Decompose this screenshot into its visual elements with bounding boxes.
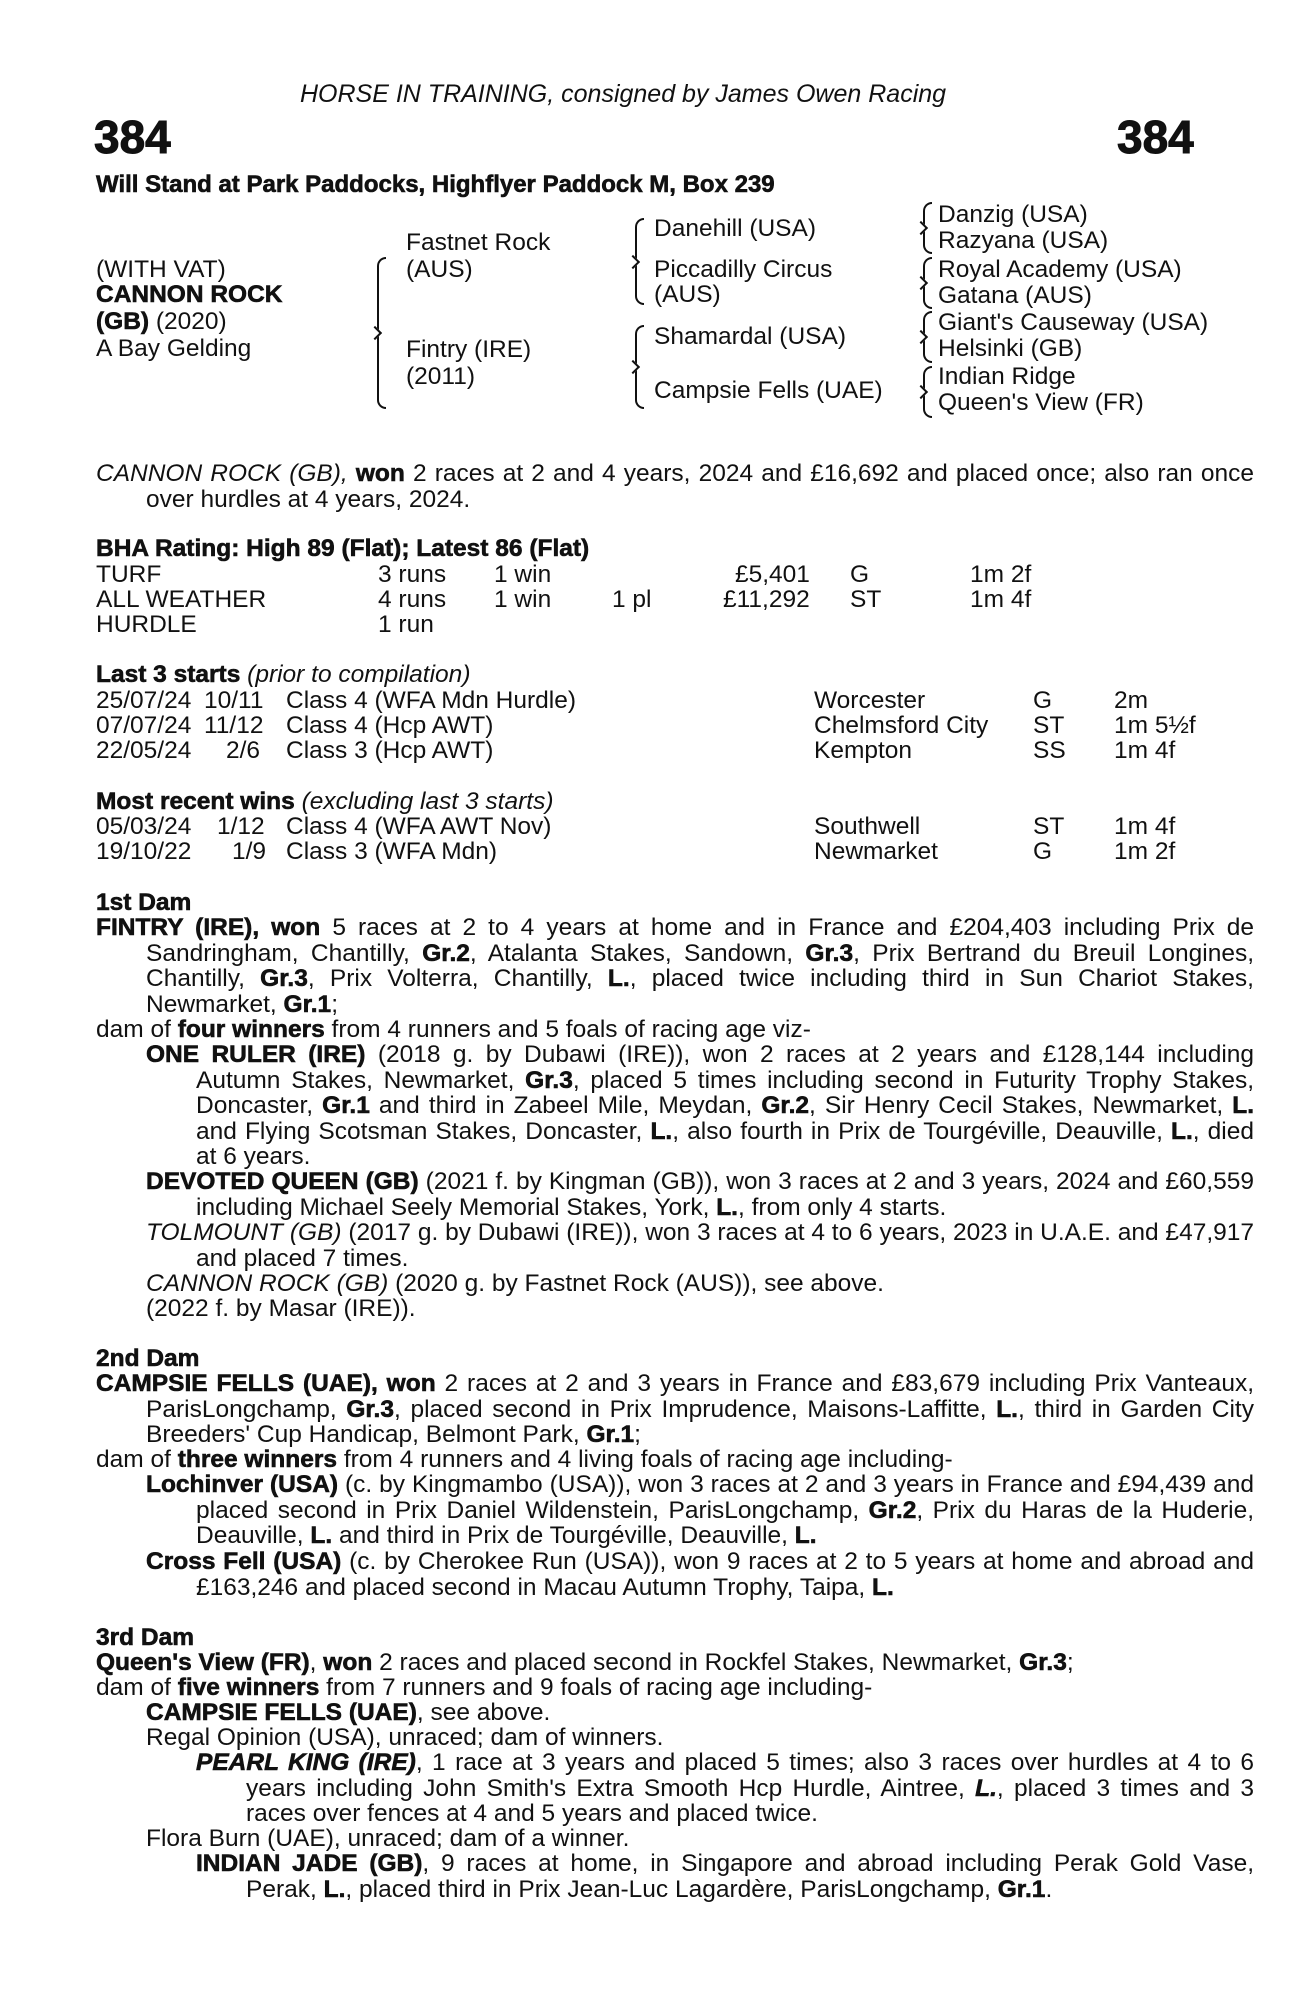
rating-wins: 1 win	[494, 586, 552, 613]
grade-label: Gr.1	[322, 1092, 370, 1119]
grade-label: Gr.3	[260, 965, 308, 992]
bha-rating-title: BHA Rating: High 89 (Flat); Latest 86 (Flat)	[96, 535, 590, 562]
offspring-text: , see above.	[416, 1699, 551, 1726]
listed-label: L.	[996, 1395, 1018, 1423]
grandsire-5: Giant's Causeway (USA)	[938, 309, 1209, 336]
offspring-name: DEVOTED QUEEN (GB)	[146, 1168, 419, 1195]
dam-dam: Campsie Fells (UAE)	[654, 377, 883, 404]
start-distance: 1m 5½f	[1114, 712, 1196, 739]
offspring-text: (2017 g. by Dubawi (IRE)), won 3 races at 4 to 6 years, 2023 in U.A.E. and £47,917 and placed 7 times.	[196, 1219, 1254, 1272]
third-dam-text: 2 races and placed second in Rockfel Stakes, Newmarket,	[379, 1649, 1013, 1676]
start-date: 25/07/24	[96, 687, 192, 714]
third-dam-won: won	[323, 1649, 373, 1676]
offspring-text: , from only 4 starts.	[737, 1193, 947, 1221]
offspring-campsie-fells	[146, 1700, 550, 1726]
grandsire-1: Danzig (USA)	[938, 201, 1088, 228]
brace-g4	[923, 366, 932, 418]
sire-dam-line1: Piccadilly Circus	[654, 256, 833, 283]
start-race: Class 3 (Hcp AWT)	[286, 737, 494, 764]
listed-label: L.	[794, 1522, 817, 1549]
dam-of-label: dam of	[96, 1674, 171, 1701]
offspring-lochinver	[146, 1472, 1254, 1549]
lot-number-left: 384	[94, 111, 171, 163]
offspring-name: Cross Fell (USA)	[146, 1548, 342, 1575]
start-position: 11/12	[204, 712, 264, 739]
second-dam-won: won	[386, 1370, 436, 1397]
first-dam-text: , Atalanta Stakes, Sandown,	[469, 939, 794, 967]
win-distance: 1m 4f	[1114, 813, 1176, 840]
win-course: Southwell	[814, 813, 921, 840]
offspring-name: INDIAN JADE (GB)	[196, 1850, 423, 1877]
rating-runs: 4 runs	[378, 586, 447, 613]
start-date: 07/07/24	[96, 712, 192, 739]
rating-runs: 1 run	[378, 611, 434, 638]
race-summary	[96, 461, 1254, 512]
start-going: SS	[1033, 737, 1066, 764]
grade-label: Gr.1	[283, 990, 332, 1018]
win-race: Class 4 (WFA AWT Nov)	[286, 813, 552, 840]
second-dam-text: ;	[634, 1421, 641, 1448]
win-going: G	[1033, 838, 1053, 865]
grade-label: Gr.3	[1019, 1649, 1067, 1676]
offspring-name: TOLMOUNT (GB)	[146, 1219, 342, 1246]
rating-placed: 1 pl	[612, 586, 652, 613]
horse-origin-year	[96, 309, 227, 335]
listed-label: L.	[650, 1117, 673, 1145]
offspring-text: and third in Zabeel Mile, Meydan,	[378, 1092, 753, 1119]
win-date: 05/03/24	[96, 813, 192, 840]
offspring-text: , Prix du Haras de la Huderie, Deauville,	[196, 1496, 1254, 1549]
recent-wins-heading	[96, 789, 553, 815]
brace-sire-dam	[377, 257, 386, 409]
offspring-text: (2021 f. by Kingman (GB)), won 3 races at 2 and 3 years, 2024 and £60,559 including Michael Seely Memorial Stakes, York,	[196, 1168, 1254, 1221]
third-dam-heading: 3rd Dam	[96, 1624, 195, 1651]
grand-offspring-pearl-king	[196, 1750, 1254, 1827]
offspring-text: and Flying Scotsman Stakes, Doncaster,	[196, 1117, 643, 1145]
start-going: G	[1033, 687, 1053, 714]
summary-horse-name: CANNON ROCK (GB),	[96, 460, 348, 487]
winners-count: five winners	[177, 1674, 320, 1701]
first-dam-won: won	[271, 914, 321, 941]
offspring-cannon-rock	[146, 1271, 884, 1297]
dam-of-label: dam of	[96, 1446, 171, 1473]
grade-label: Gr.1	[586, 1421, 635, 1448]
second-dam-produce-line	[96, 1447, 953, 1473]
dam-sire: Shamardal (USA)	[654, 323, 846, 350]
rating-surface: TURF	[96, 561, 162, 588]
start-position: 10/11	[204, 687, 264, 714]
rating-wins: 1 win	[494, 561, 552, 588]
sire-sire: Danehill (USA)	[654, 215, 817, 242]
offspring-text: .	[1045, 1875, 1053, 1903]
rating-distance: 1m 4f	[970, 586, 1032, 613]
grade-label: Gr.2	[761, 1092, 810, 1119]
brace-g2	[923, 257, 932, 309]
start-date: 22/05/24	[96, 737, 192, 764]
second-dam-heading: 2nd Dam	[96, 1345, 200, 1372]
offspring-name: Lochinver (USA)	[146, 1471, 339, 1498]
offspring-regal-opinion: Regal Opinion (USA), unraced; dam of winners.	[146, 1724, 664, 1751]
offspring-text: , also fourth in Prix de Tourgéville, Deauville,	[672, 1117, 1163, 1145]
start-course: Worcester	[814, 687, 926, 714]
win-race: Class 3 (WFA Mdn)	[286, 838, 498, 865]
offspring-2022-filly: (2022 f. by Masar (IRE)).	[146, 1295, 416, 1322]
start-distance: 2m	[1114, 687, 1149, 714]
horse-origin: (GB)	[96, 308, 150, 335]
dam-of-label: dam of	[96, 1016, 171, 1043]
start-going: ST	[1033, 712, 1065, 739]
start-distance: 1m 4f	[1114, 737, 1176, 764]
third-dam-text: ;	[1066, 1649, 1074, 1676]
first-dam-heading: 1st Dam	[96, 889, 192, 916]
listed-label: L.	[323, 1875, 346, 1903]
offspring-one-ruler	[146, 1042, 1254, 1170]
listed-label: L.	[716, 1193, 738, 1221]
first-dam-text: , Prix Bertrand du Breuil Longines, Chantilly,	[146, 939, 1255, 992]
offspring-text: , died at 6 years.	[196, 1117, 1254, 1170]
rating-prize: £5,401	[735, 561, 810, 588]
first-dam-text: 5 races at 2 to 4 years at home and in France and £204,403 including Prix de Sandringham, Chantilly,	[146, 914, 1255, 967]
third-dam-record: Queen's View (FR), won 2 races and placed second in Rockfel Stakes, Newmarket, Gr.3;	[96, 1649, 1074, 1676]
second-dam-record	[96, 1371, 1254, 1448]
grade-label: Gr.3	[346, 1395, 394, 1423]
grandsire-7: Indian Ridge	[938, 363, 1076, 390]
brace-g3	[923, 311, 932, 363]
first-dam-record	[96, 915, 1254, 1017]
grade-label: Gr.2	[422, 939, 470, 967]
offspring-text: (2018 g. by Dubawi (IRE)), won 2 races at 2 years and £128,144 including Autumn Stakes, Newmarket,	[196, 1041, 1255, 1094]
offspring-flora-burn: Flora Burn (UAE), unraced; dam of a winner.	[146, 1825, 630, 1852]
rating-going: ST	[850, 586, 882, 613]
sire-line1: Fastnet Rock	[406, 229, 551, 256]
listed-label: L.	[607, 965, 630, 992]
rating-surface: HURDLE	[96, 611, 197, 638]
listed-label: L.	[872, 1573, 894, 1601]
first-dam-produce-line	[96, 1017, 811, 1043]
last3-title: Last 3 starts	[96, 661, 241, 688]
offspring-text: and third in Prix de Tourgéville, Deauville,	[339, 1522, 788, 1549]
offspring-name: ONE RULER (IRE)	[146, 1041, 366, 1068]
first-dam-name: FINTRY (IRE),	[96, 914, 260, 941]
offspring-name: PEARL KING (IRE)	[196, 1749, 416, 1776]
winners-count: three winners	[177, 1446, 338, 1473]
start-position: 2/6	[226, 737, 261, 764]
listed-label: L.	[1232, 1092, 1255, 1119]
granddam-6: Helsinki (GB)	[938, 335, 1083, 362]
horse-description: A Bay Gelding	[96, 335, 252, 362]
start-race: Class 4 (Hcp AWT)	[286, 712, 494, 739]
sire-line2: (AUS)	[406, 256, 473, 283]
offspring-text: (2020 g. by Fastnet Rock (AUS)), see above.	[395, 1270, 884, 1297]
offspring-devoted-queen	[146, 1169, 1254, 1220]
offspring-text: , 1 race at 3 years and placed 5 times; also 3 races over hurdles at 4 to 6 years including John Smith's Extra Smooth Hcp Hurdle, Aintree,	[246, 1749, 1254, 1802]
start-course: Chelmsford City	[814, 712, 989, 739]
summary-text: 2 races at 2 and 4 years, 2024 and £16,692 and placed once; also ran once over hurdles at 4 years, 2024.	[146, 460, 1254, 513]
third-dam-name: Queen's View (FR)	[96, 1649, 310, 1676]
offspring-text: , 9 races at home, in Singapore and abroad including Perak Gold Vase, Perak,	[246, 1850, 1255, 1903]
second-dam-text: 2 races at 2 and 3 years in France and £83,679 including Prix Vanteaux, ParisLongchamp,	[146, 1370, 1254, 1423]
rating-surface: ALL WEATHER	[96, 586, 267, 613]
rating-going: G	[850, 561, 870, 588]
brace-sire-parents	[635, 218, 644, 305]
produce-text: from 7 runners and 9 foals of racing age including-	[326, 1674, 873, 1701]
listed-label: L.	[1170, 1117, 1193, 1145]
win-distance: 1m 2f	[1114, 838, 1176, 865]
first-dam-text: ;	[331, 990, 339, 1018]
vat-note: (WITH VAT)	[96, 256, 226, 283]
offspring-text: , placed third in Prix Jean-Luc Lagardère, ParisLongchamp,	[345, 1875, 991, 1903]
second-dam-text: , placed second in Prix Imprudence, Maisons-Laffitte,	[394, 1395, 987, 1423]
sire-dam-line2: (AUS)	[654, 281, 721, 308]
offspring-text: , placed 3 times and 3 races over fences at 4 and 5 years and placed twice.	[246, 1774, 1254, 1827]
second-dam-name: CAMPSIE FELLS (UAE),	[96, 1370, 378, 1397]
win-going: ST	[1033, 813, 1065, 840]
third-dam-produce-line	[96, 1675, 872, 1701]
offspring-tolmount	[146, 1220, 1254, 1271]
win-position: 1/9	[232, 838, 267, 865]
offspring-text: , Sir Henry Cecil Stakes, Newmarket,	[809, 1092, 1224, 1119]
horse-year: (2020)	[155, 308, 227, 335]
start-race: Class 4 (WFA Mdn Hurdle)	[286, 687, 576, 714]
produce-text: from 4 runners and 5 foals of racing age viz-	[331, 1016, 811, 1043]
granddam-4: Gatana (AUS)	[938, 282, 1092, 309]
offspring-text: (c. by Kingmambo (USA)), won 3 races at 2 and 3 years in France and £94,439 and placed second in Prix Daniel Wildenstein, ParisLongchamp,	[196, 1471, 1254, 1524]
first-dam-text: , Prix Volterra, Chantilly,	[307, 965, 593, 992]
start-course: Kempton	[814, 737, 913, 764]
brace-g1	[923, 202, 932, 254]
location-line: Will Stand at Park Paddocks, Highflyer Paddock M, Box 239	[96, 171, 775, 198]
granddam-8: Queen's View (FR)	[938, 389, 1144, 416]
recent-title: Most recent wins	[96, 788, 295, 815]
last-3-starts-heading	[96, 662, 470, 688]
listed-label: L.	[310, 1522, 333, 1549]
rating-distance: 1m 2f	[970, 561, 1032, 588]
offspring-text: , placed 5 times including second in Futurity Trophy Stakes, Doncaster,	[196, 1066, 1254, 1119]
offspring-name: CAMPSIE FELLS (UAE)	[146, 1699, 417, 1726]
produce-text: from 4 runners and 4 living foals of racing age including-	[343, 1446, 953, 1473]
last3-note: (prior to compilation)	[247, 661, 471, 688]
second-dam-text: , third in Garden City Breeders' Cup Handicap, Belmont Park,	[146, 1395, 1254, 1448]
grade-label: Gr.3	[525, 1066, 573, 1094]
brace-dam-parents	[635, 325, 644, 409]
horse-name: CANNON ROCK	[96, 281, 283, 308]
granddam-2: Razyana (USA)	[938, 227, 1109, 254]
listed-label: L.	[975, 1774, 997, 1802]
rating-runs: 3 runs	[378, 561, 447, 588]
recent-note: (excluding last 3 starts)	[301, 788, 554, 815]
dam-line2: (2011)	[406, 363, 476, 390]
summary-won: won	[355, 460, 405, 487]
grade-label: Gr.3	[805, 939, 854, 967]
offspring-cross-fell	[146, 1549, 1254, 1600]
lot-number-right: 384	[1117, 111, 1194, 163]
win-date: 19/10/22	[96, 838, 192, 865]
rating-prize: £11,292	[723, 586, 810, 613]
consignor-line: HORSE IN TRAINING, consigned by James Owen Racing	[300, 80, 947, 108]
grand-offspring-indian-jade	[196, 1851, 1254, 1902]
grade-label: Gr.2	[868, 1496, 917, 1524]
win-course: Newmarket	[814, 838, 938, 865]
first-dam-text: , placed twice including third in Sun Chariot Stakes, Newmarket,	[146, 965, 1254, 1018]
winners-count: four winners	[177, 1016, 325, 1043]
grade-label: Gr.1	[997, 1875, 1046, 1903]
dam-line1: Fintry (IRE)	[406, 336, 532, 363]
offspring-name: CANNON ROCK (GB)	[146, 1270, 389, 1297]
grandsire-3: Royal Academy (USA)	[938, 256, 1182, 283]
offspring-text: (c. by Cherokee Run (USA)), won 9 races at 2 to 5 years at home and abroad and £163,246 and placed second in Macau Autumn Trophy, Taipa,	[196, 1548, 1254, 1601]
win-position: 1/12	[217, 813, 265, 840]
